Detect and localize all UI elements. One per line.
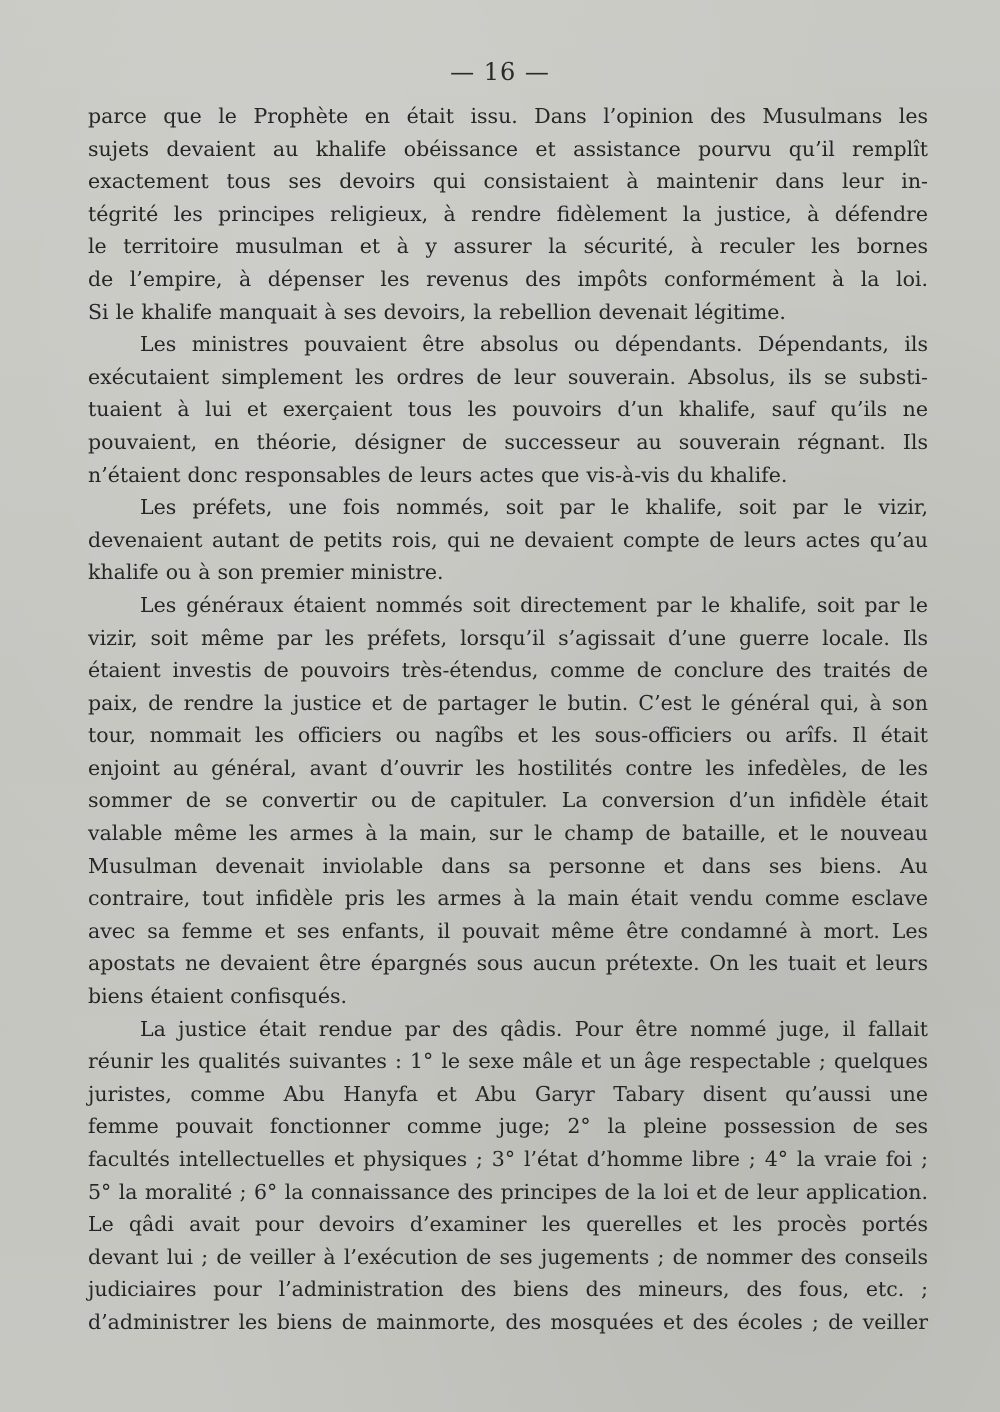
text-line: sommer de se convertir ou de capituler. La conversion d’un infidèle était [88,788,928,813]
text-line: exécutaient simplement les ordres de leur souverain. Absolus, ils se substi- [88,364,928,389]
text-line: judiciaires pour l’administration des biens des mineurs, des fous, etc. ; [88,1277,928,1302]
text-line: parce que le Prophète en était issu. Dans l’opinion des Musulmans les [88,104,928,128]
text-line: biens étaient confisqués. [88,984,348,1009]
text-line: Si le khalife manquait à ses devoirs, la rebellion devenait légitime. [88,299,786,324]
body-text [88,100,928,1339]
text-line: vizir, soit même par les préfets, lorsqu’il s’agissait d’une guerre locale. Ils [88,625,928,650]
page-number: — 16 — [450,58,550,86]
text-line: sujets devaient au khalife obéissance et assistance pourvu qu’il remplît [88,136,928,161]
text-line: de l’empire, à dépenser les revenus des impôts conformément à la loi. [88,266,928,291]
text-line: juristes, comme Abu Hanyfa et Abu Garyr Tabary disent qu’aussi une [88,1081,928,1106]
text-line: Le qâdi avait pour devoirs d’examiner les querelles et les procès portés [88,1212,928,1237]
text-line: contraire, tout infidèle pris les armes à la main était vendu comme esclave [88,886,928,911]
text-line: 5° la moralité ; 6° la connaissance des principes de la loi et de leur application. [88,1179,928,1204]
text-line: valable même les armes à la main, sur le champ de bataille, et le nouveau [88,821,928,846]
text-line: n’étaient donc responsables de leurs actes que vis-à-vis du khalife. [88,462,788,487]
text-line: tour, nommait les officiers ou nagîbs et les sous-officiers ou arîfs. Il était [88,723,928,748]
text-line: La justice était rendue par des qâdis. Pour être nommé juge, il fallait [140,1016,928,1041]
text-line: Les ministres pouvaient être absolus ou dépendants. Dépendants, ils [140,332,928,357]
text-line: Les préfets, une fois nommés, soit par le khalife, soit par le vizir, [140,495,928,520]
text-line: étaient investis de pouvoirs très-étendus, comme de conclure des traités de [88,658,928,683]
text-line: réunir les qualités suivantes : 1° le sexe mâle et un âge respectable ; quelques [88,1049,928,1074]
text-line: facultés intellectuelles et physiques ; 3° l’état d’homme libre ; 4° la vraie foi ; [88,1147,928,1171]
text-line: femme pouvait fonctionner comme juge; 2° la pleine possession de ses [88,1114,928,1139]
text-line: Musulman devenait inviolable dans sa personne et dans ses biens. Au [88,853,928,878]
text-paragraphs [88,100,928,1339]
text-line: Les généraux étaient nommés soit directement par le khalife, soit par le [140,592,928,617]
text-line: pouvaient, en théorie, désigner de successeur au souverain régnant. Ils [88,429,928,454]
text-line: le territoire musulman et à y assurer la sécurité, à reculer les bornes [88,234,928,259]
text-line: apostats ne devaient être épargnés sous aucun prétexte. On les tuait et leurs [88,951,928,976]
text-line: d’administrer les biens de mainmorte, des mosquées et des écoles ; de veiller [88,1309,928,1334]
text-line: enjoint au général, avant d’ouvrir les hostilités contre les infedèles, de les [88,755,928,780]
text-line: tuaient à lui et exerçaient tous les pouvoirs d’un khalife, sauf qu’ils ne [88,397,928,422]
text-line: paix, de rendre la justice et de partager le butin. C’est le général qui, à son [88,690,928,715]
text-line: khalife ou à son premier ministre. [88,560,444,585]
text-line: devenaient autant de petits rois, qui ne devaient compte de leurs actes qu’au [88,527,928,552]
text-line: avec sa femme et ses enfants, il pouvait même être condamné à mort. Les [88,918,928,943]
text-line: exactement tous ses devoirs qui consistaient à maintenir dans leur in- [88,169,928,194]
text-line: devant lui ; de veiller à l’exécution de ses jugements ; de nommer des conseils [88,1244,928,1269]
text-line: tégrité les principes religieux, à rendre fidèlement la justice, à défendre [88,201,928,226]
